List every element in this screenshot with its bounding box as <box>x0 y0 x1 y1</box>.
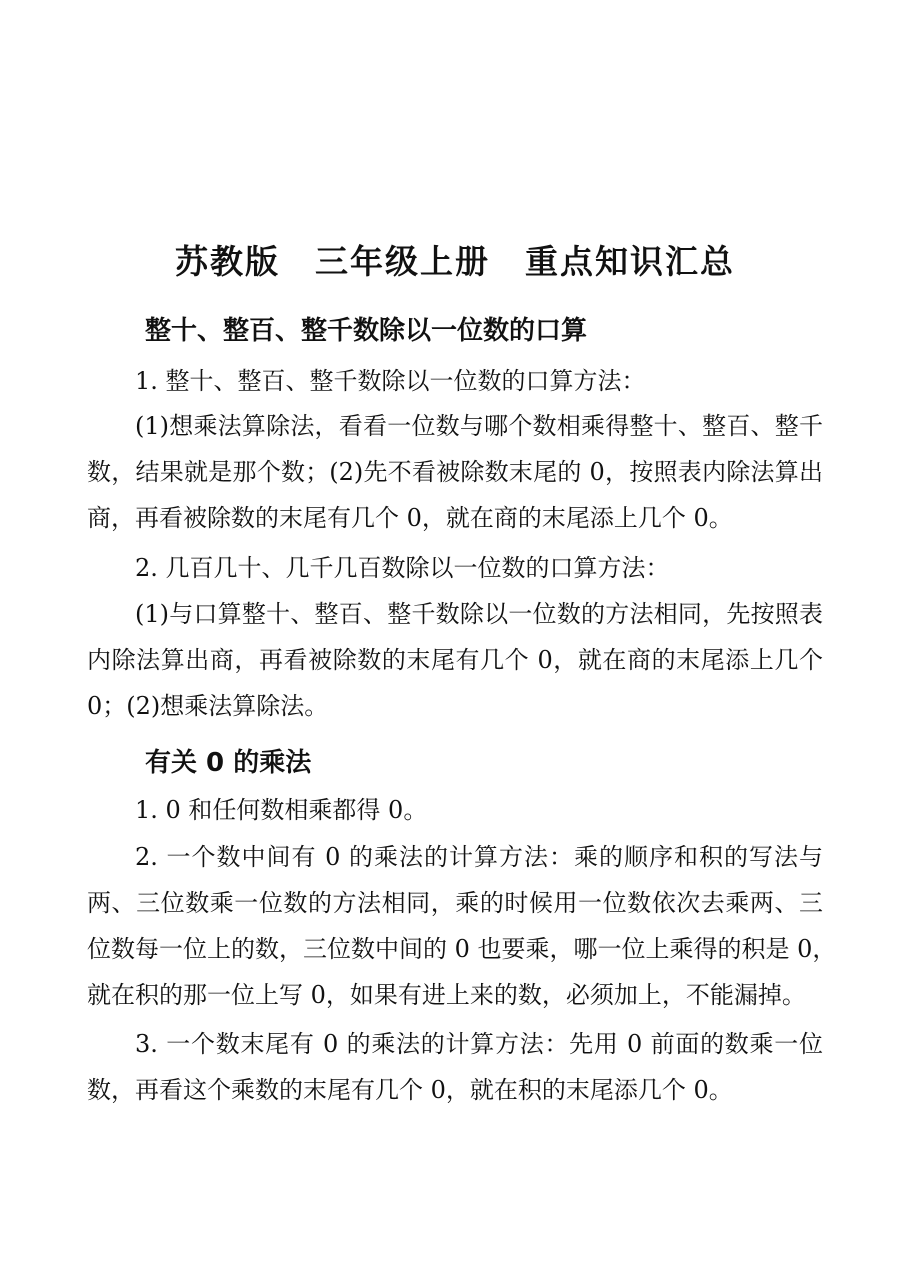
paragraph-line: 3. 一个数末尾有 0 的乘法的计算方法：先用 0 前面的数乘一位 <box>135 1030 823 1058</box>
paragraph-line: 1. 整十、整百、整千数除以一位数的口算方法： <box>135 367 646 395</box>
paragraph-line: 2. 一个数中间有 0 的乘法的计算方法：乘的顺序和积的写法与 <box>135 843 823 871</box>
document-title: 苏教版 三年级上册 重点知识汇总 <box>175 242 735 281</box>
paragraph-line: 1. 0 和任何数相乘都得 0。 <box>135 796 428 824</box>
paragraph-line: 两、三位数乘一位数的方法相同，乘的时候用一位数依次去乘两、三 <box>87 889 823 917</box>
paragraph-line: 数，结果就是那个数；(2)先不看被除数末尾的 0，按照表内除法算出 <box>87 458 823 486</box>
paragraph-line: 数，再看这个乘数的末尾有几个 0，就在积的末尾添几个 0。 <box>87 1076 733 1104</box>
section-heading-division: 整十、整百、整千数除以一位数的口算 <box>145 316 588 346</box>
paragraph-line: 0；(2)想乘法算除法。 <box>87 692 329 720</box>
paragraph-line: 位数每一位上的数，三位数中间的 0 也要乘，哪一位上乘得的积是 0， <box>87 935 837 963</box>
paragraph-line: 2. 几百几十、几千几百数除以一位数的口算方法： <box>135 554 670 582</box>
section-heading-zero-multiplication: 有关 0 的乘法 <box>145 748 312 778</box>
paragraph-line: (1)与口算整十、整百、整千数除以一位数的方法相同，先按照表 <box>135 600 823 628</box>
paragraph-line: (1)想乘法算除法，看看一位数与哪个数相乘得整十、整百、整千 <box>135 412 823 440</box>
paragraph-line: 就在积的那一位上写 0，如果有进上来的数，必须加上，不能漏掉。 <box>87 981 806 1009</box>
paragraph-line: 内除法算出商，再看被除数的末尾有几个 0，就在商的末尾添上几个 <box>87 646 823 674</box>
paragraph-line: 商，再看被除数的末尾有几个 0，就在商的末尾添上几个 0。 <box>87 504 733 532</box>
